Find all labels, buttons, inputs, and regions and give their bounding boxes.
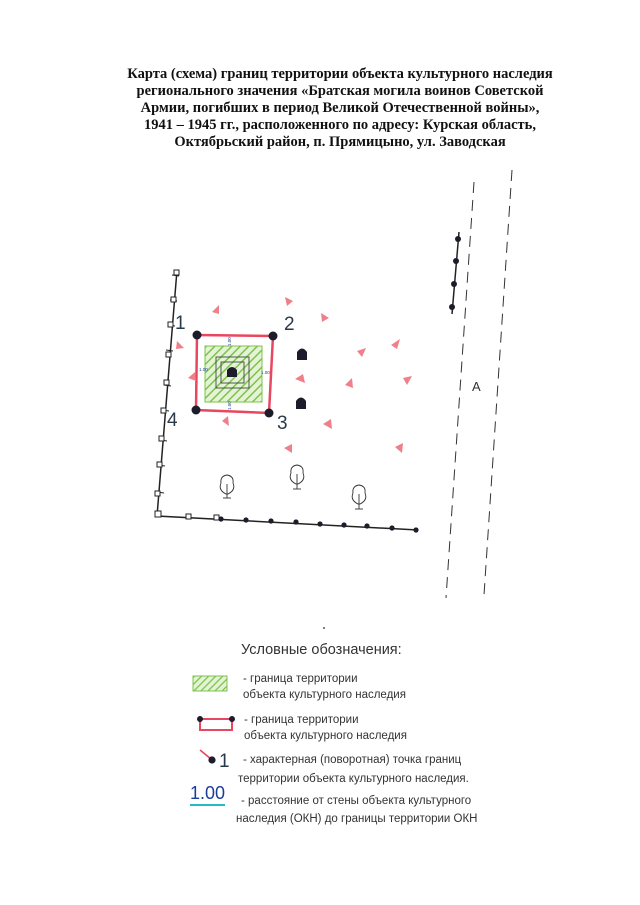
point-label-2: 2 [284,314,295,335]
road-label: А [472,379,481,394]
legend-item-2-line: - граница территории [244,714,359,726]
tree-icon [352,485,366,509]
title-line: Армии, погибших в период Великой Отечественной войны», [140,100,540,116]
title-line: Октябрьский район, п. Прямицыно, ул. Заводская [174,134,506,150]
boundary-point-3 [265,409,274,418]
point-label-3: 3 [277,413,288,434]
boundary-point-4 [192,406,201,415]
legend-item-1-line: - граница территории [243,673,358,685]
point-label-4: 4 [167,410,178,431]
grave-icon [296,398,306,410]
legend-item-4-line: наследия (ОКН) до границы территории ОКН [236,813,478,825]
legend-item-2 [244,712,407,744]
road-edge-right [484,170,512,595]
fence-segment [449,232,461,314]
title-line: регионального значения «Братская могила воинов Советской [136,83,544,99]
boundary-point-2 [269,332,278,341]
legend-item-3 [238,751,469,789]
legend-item-2-line: объекта культурного наследия [244,730,407,742]
boundary-point-1 [193,331,202,340]
legend-okn-territory-swatch [193,676,227,691]
grave-icon [297,349,307,361]
legend-item-1-line: объекта культурного наследия [243,689,406,701]
tree-icon [220,475,234,498]
dimension-label-right: 1.00 [261,370,270,375]
monument-icon [227,367,237,377]
dimension-label-top: 1.00 [227,337,232,346]
legend-point-symbol [200,750,230,772]
dimension-label-left: 1.00 [199,367,208,372]
title-line: 1941 – 1945 гг., расположенного по адресу: Курская область, [144,117,536,133]
legend-item-1 [243,671,406,703]
legend-item-4-line: - расстояние от стены объекта культурного [241,795,472,807]
tree-icons [220,465,366,509]
legend-item-4 [236,792,478,828]
tree-icon [290,465,304,489]
legend-title: Условные обозначения: [241,642,402,658]
legend-point-number: 1 [219,751,230,772]
road-edge-left [446,182,474,598]
point-label-1: 1 [175,313,186,334]
dimension-label-bottom: 1.00 [227,401,232,410]
legend-item-3-line: - характерная (поворотная) точка границ [243,754,462,766]
territory-boundary [192,331,278,418]
legend-distance-sample: 1.00 [190,784,225,806]
plot-boundary [155,270,419,533]
title-line: Карта (схема) границ территории объекта культурного наследия [127,66,553,82]
legend-boundary-symbol [197,716,235,730]
legend-item-3-line: территории объекта культурного наследия. [238,773,469,785]
